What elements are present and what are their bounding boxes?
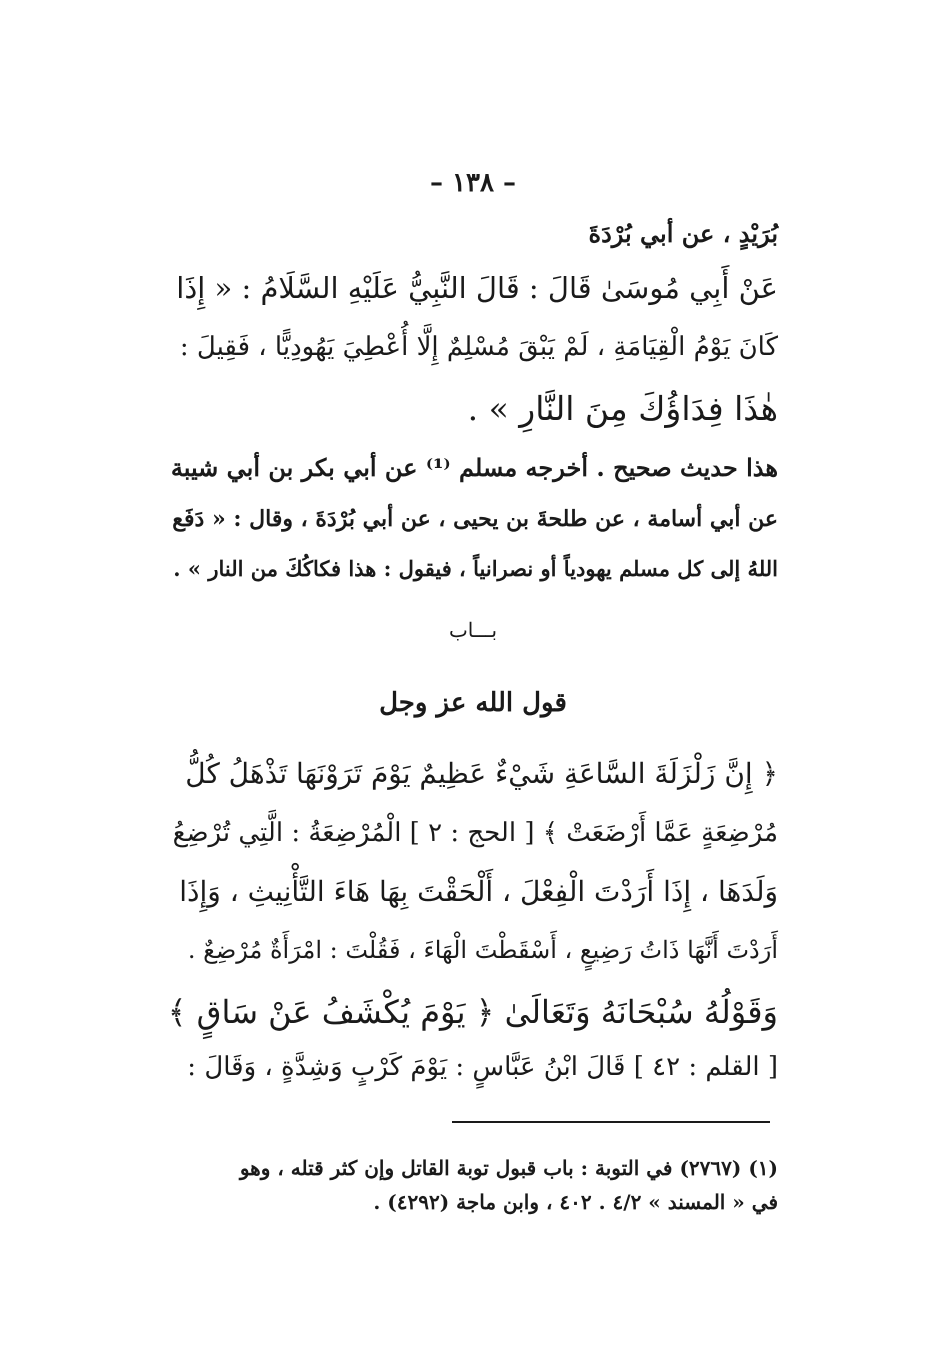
footnote-separator (452, 1121, 770, 1123)
body-line-3: وَلَدَهَا ، إِذَا أَرَدْتَ الْفِعْلَ ، أَلْحَقْتَ بِهَا هَاءَ التَّأْنِيثِ ، وَإِذَا (179, 875, 778, 908)
section-heading: قول الله عز وجل (379, 688, 567, 718)
commentary-line-1: هذا حديث صحيح . أخرجه مسلم ⁽¹⁾ عن أبي بكر بن أبي شيبة (170, 453, 778, 482)
hadith-line-2: كَانَ يَوْمُ الْقِيَامَةِ ، لَمْ يَبْقَ مُسْلِمٌ إِلَّا أُعْطِيَ يَهُودِيًّا ، فَقِيلَ : (179, 332, 778, 362)
footnote-line-1: (١) (٢٧٦٧) في التوبة : باب قبول توبة القاتل وإن كثر قتله ، وهو (239, 1156, 778, 1180)
footnote-line-2: في « المسند » ٤/٢ . ٤٠٢ ، وابن ماجة (٤٢٩٢) . (373, 1190, 778, 1214)
isnad-line: بُرَيْدٍ ، عن أبي بُرْدَةَ (588, 219, 778, 248)
hadith-line-1: عَنْ أَبِي مُوسَىٰ قَالَ : قَالَ النَّبِيُّ عَلَيْهِ السَّلَامُ : « إِذَا (176, 271, 778, 305)
commentary-line-3: اللهُ إلى كل مسلم يهودياً أو نصرانياً ، فيقول : هذا فكاكُكَ من النار » . (173, 556, 778, 581)
commentary-line-2: عن أبي أسامة ، عن طلحةَ بن يحيى ، عن أبي بُرْدَةَ ، وقال : « دَفَع (172, 506, 778, 532)
body-line-2: مُرْضِعَةٍ عَمَّا أَرْضَعَتْ ﴾ [ الحج : ٢ ] الْمُرْضِعَةُ : الَّتِي تُرْضِعُ (172, 818, 778, 848)
body-line-1: ﴿ إِنَّ زَلْزَلَةَ السَّاعَةِ شَيْءٌ عَظِيمٌ يَوْمَ تَرَوْنَهَا تَذْهَلُ كُلُّ (185, 757, 778, 790)
chapter-ornament: بـــاب (448, 618, 498, 642)
body-line-6: [ القلم : ٤٢ ] قَالَ ابْنُ عَبَّاسٍ : يَوْمَ كَرْبٍ وَشِدَّةٍ ، وَقَالَ : (187, 1052, 778, 1082)
hadith-line-3: هٰذَا فِدَاؤُكَ مِنَ النَّارِ » . (467, 389, 778, 428)
body-line-5: وَقَوْلُهُ سُبْحَانَهُ وَتَعَالَىٰ ﴿ يَوْمَ يُكْشَفُ عَنْ سَاقٍ ﴾ (167, 993, 778, 1031)
page-number: – ١٣٨ – (429, 168, 517, 198)
body-line-4: أَرَدْتَ أَنَّهَا ذَاتُ رَضِيعٍ ، أَسْقَطْتَ الْهَاءَ ، فَقُلْتَ : امْرَأَةٌ مُرْضِعٌ . (187, 936, 778, 964)
